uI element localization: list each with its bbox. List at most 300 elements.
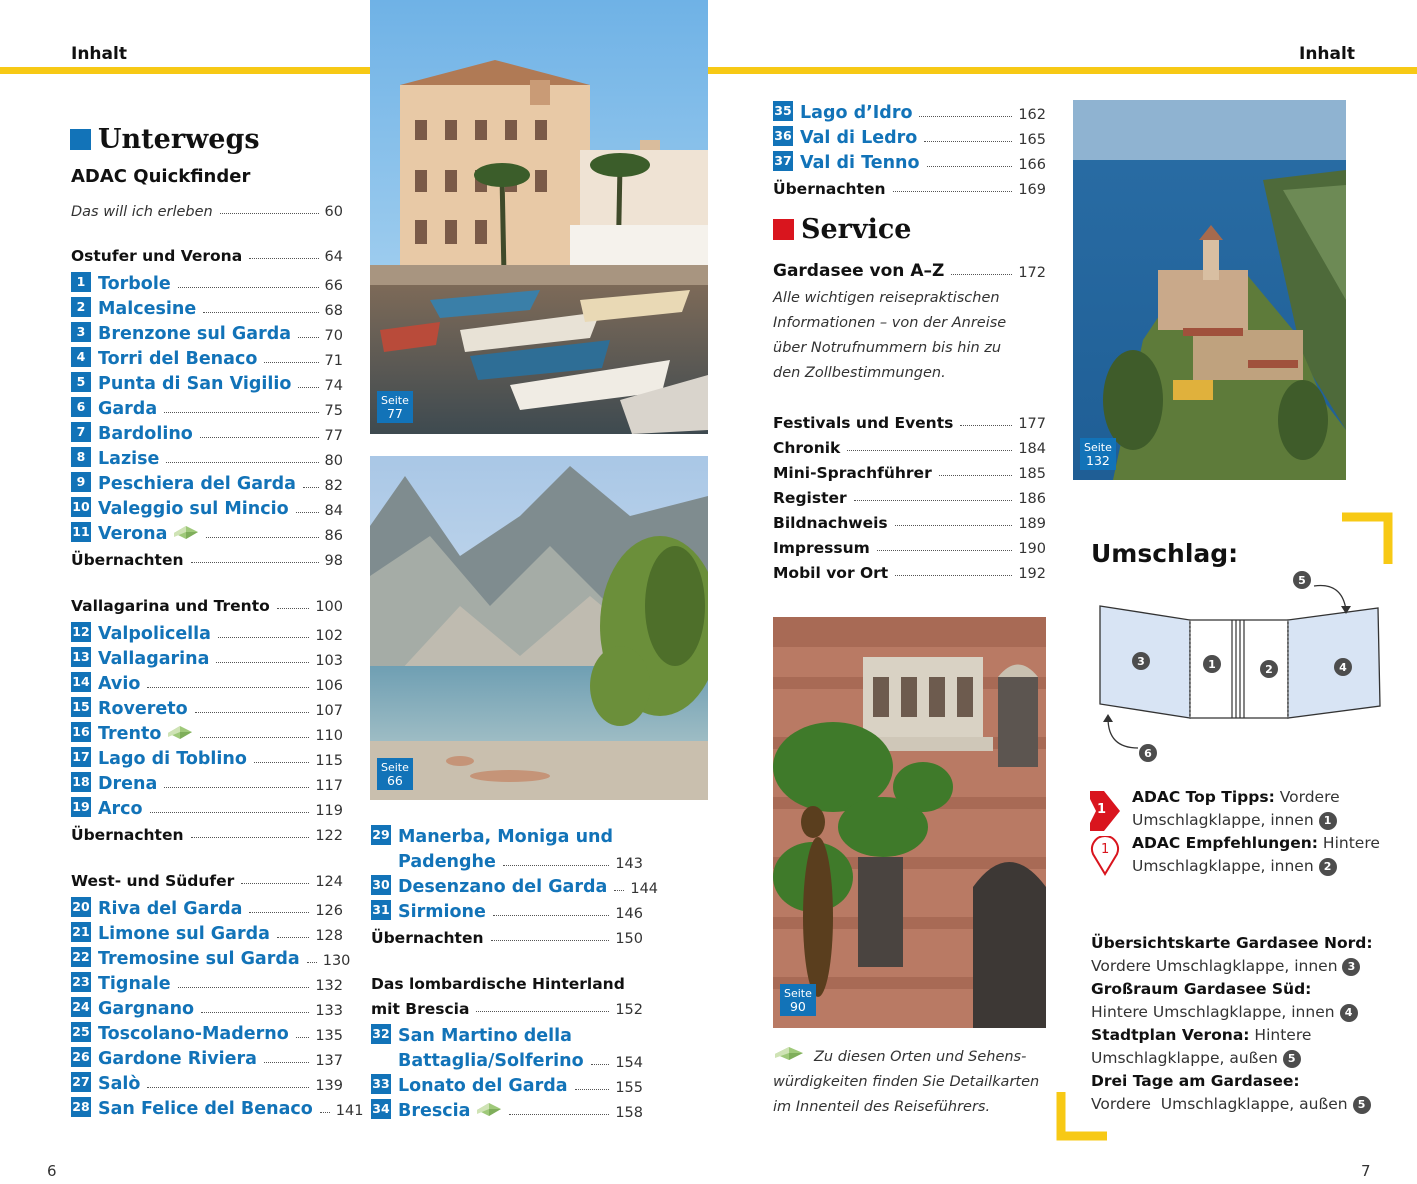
toc-entry-18[interactable]: [71, 769, 343, 794]
toc-number: 17: [71, 747, 91, 767]
toc-entry-1[interactable]: [71, 269, 343, 294]
toc-label: Lago d’Idro: [800, 103, 913, 123]
leader-dots: [147, 1087, 309, 1088]
toc-entry-29[interactable]: [371, 822, 643, 847]
toc-page: 86: [324, 528, 343, 544]
toc-label: Impressum: [773, 539, 870, 557]
toc-number: 15: [71, 697, 91, 717]
toc-page: 166: [1018, 157, 1046, 173]
toc-label: San Felice del Benaco: [98, 1099, 313, 1119]
map-note-line: Zu diesen Orten und Sehens-: [814, 1049, 1027, 1065]
map-legend-line2: Vordere Umschlagklappe, innen: [1091, 957, 1338, 975]
service-square-icon: [773, 219, 794, 240]
leader-dots: [200, 737, 309, 738]
leader-dots: [277, 608, 310, 609]
toc-page: 80: [324, 453, 343, 469]
toc-number: 14: [71, 672, 91, 692]
toc-label: Ostufer und Verona: [71, 247, 243, 265]
toc-label: mit Brescia: [371, 1000, 470, 1018]
toc-entry-32-line2[interactable]: [371, 1046, 643, 1071]
desc-line: Informationen – von der Anreise: [773, 315, 1007, 331]
toc-page: 126: [315, 903, 343, 919]
leader-dots: [195, 712, 310, 713]
leader-dots: [296, 1037, 310, 1038]
leader-dots: [178, 287, 319, 288]
leader-dots: [476, 1011, 609, 1012]
photo-verona-image: [773, 617, 1046, 1028]
legend-circle: 2: [1319, 858, 1337, 876]
map-legend-circle: 5: [1353, 1096, 1371, 1114]
map-legend-bold: Übersichtskarte Gardasee Nord:: [1091, 934, 1373, 952]
toc-label: Desenzano del Garda: [398, 877, 608, 897]
toc-entry-22[interactable]: [71, 944, 351, 969]
leader-dots: [307, 962, 317, 963]
photo-tignale-image: [1073, 100, 1346, 480]
toc-page: 190: [1018, 541, 1046, 557]
toc-number: 21: [71, 922, 91, 942]
toc-uebernachten[interactable]: [71, 544, 343, 569]
leader-dots: [200, 437, 319, 438]
toc-entry-27[interactable]: [71, 1069, 343, 1094]
leader-dots: [241, 883, 309, 884]
toc-label: Drena: [98, 774, 158, 794]
seite-word: Seite: [1084, 441, 1112, 454]
diagram-num-1: 1: [1203, 655, 1221, 673]
toc-entry-9[interactable]: [71, 469, 343, 494]
toc-group-ostufer[interactable]: [71, 240, 343, 265]
leader-dots: [298, 387, 318, 388]
toc-page: 100: [315, 599, 343, 615]
toc-entry-21[interactable]: [71, 919, 343, 944]
toc-entry-14[interactable]: [71, 669, 343, 694]
diagram-num-3: 3: [1132, 652, 1150, 670]
toc-label: Valeggio sul Mincio: [98, 499, 289, 519]
leader-dots: [854, 500, 1013, 501]
toc-page: 137: [315, 1053, 343, 1069]
leader-dots: [503, 865, 609, 866]
leader-dots: [491, 940, 610, 941]
legend-rest: Hintere: [1322, 834, 1380, 852]
leader-dots: [320, 1112, 330, 1113]
toc-number: 7: [71, 422, 91, 442]
leader-dots: [951, 274, 1012, 275]
toc-uebernachten[interactable]: [773, 173, 1046, 198]
legend-empfehlungen: [1132, 832, 1380, 878]
toc-number: 18: [71, 772, 91, 792]
toc-page: 141: [335, 1103, 364, 1119]
toc-page: 165: [1018, 132, 1046, 148]
corner-bracket-top-icon: [1340, 512, 1396, 566]
map-legend-line2: Hintere Umschlagklappe, innen: [1091, 1003, 1335, 1021]
toc-number: 4: [71, 347, 91, 367]
toc-page: 128: [315, 928, 343, 944]
toc-group-vallagarina[interactable]: [71, 590, 343, 615]
toc-entry-5[interactable]: [71, 369, 343, 394]
leader-dots: [298, 337, 319, 338]
leader-dots: [591, 1064, 610, 1065]
toc-page: 146: [615, 906, 643, 922]
leader-dots: [847, 450, 1012, 451]
umschlag-diagram: [1092, 570, 1392, 770]
desc-line: den Zollbestimmungen.: [773, 365, 946, 381]
toc-group-westufer[interactable]: [71, 865, 343, 890]
photo-bardolino: [370, 0, 708, 434]
leader-dots: [277, 937, 309, 938]
empfehlung-marker-icon: [1090, 836, 1120, 876]
toc-number: 26: [71, 1047, 91, 1067]
toc-label: Brescia: [398, 1101, 471, 1121]
toc-label: Malcesine: [98, 299, 197, 319]
toc-entry-8[interactable]: [71, 444, 343, 469]
seite-word: Seite: [381, 761, 409, 774]
toc-page: 106: [315, 678, 343, 694]
toc-entry-12[interactable]: [71, 619, 343, 644]
toc-uebernachten[interactable]: [371, 922, 643, 947]
toc-entry-16[interactable]: [71, 719, 343, 744]
seite-num: 132: [1086, 453, 1110, 468]
diagram-num-5: 5: [1293, 571, 1311, 589]
map-legend-bold: Großraum Gardasee Süd:: [1091, 980, 1312, 998]
toc-page: 103: [315, 653, 343, 669]
map-legend-rest: Hintere: [1254, 1026, 1312, 1044]
toc-uebernachten[interactable]: [71, 819, 343, 844]
page-number-left: 6: [47, 1162, 57, 1180]
map-legend-bold: Drei Tage am Gardasee:: [1091, 1072, 1300, 1090]
toc-label: Peschiera del Garda: [98, 474, 296, 494]
toc-label: Mobil vor Ort: [773, 564, 889, 582]
toc-page: 68: [324, 303, 343, 319]
service-description: [773, 286, 1006, 386]
toc-label: San Martino della: [398, 1026, 572, 1046]
toc-service-register[interactable]: [773, 482, 1046, 507]
toc-page: 139: [315, 1078, 343, 1094]
toc-number: 3: [71, 322, 91, 342]
photo-verona: [773, 617, 1046, 1028]
toc-entry-24[interactable]: [71, 994, 343, 1019]
toc-number: 12: [71, 622, 91, 642]
toc-page: 189: [1018, 516, 1046, 532]
toc-group-hinterland-line2[interactable]: [371, 993, 643, 1018]
leader-dots: [150, 812, 310, 813]
leader-dots: [939, 475, 1013, 476]
header-right: Inhalt: [1299, 44, 1355, 64]
legend-line2: Umschlagklappe, innen: [1132, 811, 1314, 829]
toc-page: 98: [324, 553, 343, 569]
service-title-text: Service: [801, 214, 912, 245]
toc-entry-7[interactable]: [71, 419, 343, 444]
desc-line: Alle wichtigen reisepraktischen: [773, 290, 1000, 306]
toc-entry-11[interactable]: [71, 519, 343, 544]
toc-service-chronik[interactable]: [773, 432, 1046, 457]
legend-bold: ADAC Empfehlungen:: [1132, 834, 1318, 852]
toc-label: Gardone Riviera: [98, 1049, 257, 1069]
toc-number: 34: [371, 1099, 391, 1119]
toc-label: Rovereto: [98, 699, 188, 719]
leader-dots: [164, 787, 309, 788]
toc-number: 36: [773, 126, 793, 146]
unterwegs-square-icon: [70, 129, 91, 150]
toc-number: 25: [71, 1022, 91, 1042]
seite-badge-90[interactable]: [780, 984, 816, 1016]
toc-label: Lazise: [98, 449, 160, 469]
toc-label: Val di Tenno: [800, 153, 920, 173]
toc-page: 154: [615, 1055, 643, 1071]
section-title-service: [773, 214, 911, 245]
leader-dots: [296, 512, 319, 513]
toc-page: 135: [315, 1028, 343, 1044]
legend-bold: ADAC Top Tipps:: [1132, 788, 1275, 806]
seite-num: 90: [789, 999, 806, 1014]
toc-entry-28[interactable]: [71, 1094, 364, 1119]
toc-label: Torri del Benaco: [98, 349, 258, 369]
toc-label: West- und Südufer: [71, 872, 235, 890]
toc-label: Sirmione: [398, 902, 486, 922]
toc-number: 32: [371, 1024, 391, 1044]
toc-page: 186: [1018, 491, 1046, 507]
toc-group-hinterland: [371, 968, 625, 993]
header-rule-right: [708, 67, 1417, 74]
toc-page: 143: [615, 856, 643, 872]
toc-number: 6: [71, 397, 91, 417]
toc-label: Punta di San Vigilio: [98, 374, 292, 394]
toc-number: 1: [71, 272, 91, 292]
map-detail-icon: [476, 1101, 502, 1117]
toc-entry-19[interactable]: [71, 794, 343, 819]
toc-service-mini-sprachf-hrer[interactable]: [773, 457, 1046, 482]
toc-label: Das will ich erleben: [71, 204, 213, 220]
toc-number: 19: [71, 797, 91, 817]
toc-entry-quickfinder[interactable]: [71, 195, 343, 220]
toc-label: Übernachten: [71, 826, 184, 844]
leader-dots: [218, 637, 309, 638]
toc-page: 110: [315, 728, 343, 744]
toc-label: Lago di Toblino: [98, 749, 247, 769]
toc-entry-33[interactable]: [371, 1071, 643, 1096]
toc-number: 11: [71, 522, 91, 542]
map-note-line: würdigkeiten finden Sie Detailkarten: [773, 1074, 1040, 1090]
toc-number: 23: [71, 972, 91, 992]
toc-entry-37[interactable]: [773, 148, 1046, 173]
seite-num: 66: [386, 773, 403, 788]
toc-page: 185: [1018, 466, 1046, 482]
toc-entry-gardasee-a-z[interactable]: [773, 256, 1046, 281]
toc-page: 158: [615, 1105, 643, 1121]
toc-number: 31: [371, 900, 391, 920]
toc-page: 133: [315, 1003, 343, 1019]
toc-entry-29-line2[interactable]: [371, 847, 643, 872]
leader-dots: [203, 312, 318, 313]
toc-label: Salò: [98, 1074, 141, 1094]
leader-dots: [249, 912, 309, 913]
photo-bardolino-image: [370, 0, 708, 434]
toc-label: Bardolino: [98, 424, 193, 444]
toc-page: 77: [324, 428, 343, 444]
toc-page: 64: [324, 249, 343, 265]
seite-badge-66[interactable]: [377, 758, 413, 790]
leader-dots: [493, 915, 609, 916]
leader-dots: [164, 412, 318, 413]
toc-service-bildnachweis[interactable]: [773, 507, 1046, 532]
toc-label: Torbole: [98, 274, 171, 294]
toc-page: 122: [315, 828, 343, 844]
map-legend-line2: Umschlagklappe, außen: [1091, 1049, 1278, 1067]
photo-torbole: [370, 456, 708, 800]
toc-service-impressum[interactable]: [773, 532, 1046, 557]
toc-number: 10: [71, 497, 91, 517]
leader-dots: [216, 662, 309, 663]
toc-entry-17[interactable]: [71, 744, 343, 769]
toc-number: 2: [71, 297, 91, 317]
photo-torbole-image: [370, 456, 708, 800]
toc-entry-13[interactable]: [71, 644, 343, 669]
toc-page: 82: [324, 478, 343, 494]
diagram-num-2: 2: [1260, 660, 1278, 678]
leader-dots: [614, 890, 624, 891]
toc-label: Lonato del Garda: [398, 1076, 568, 1096]
leader-dots: [191, 837, 310, 838]
toc-label: Chronik: [773, 439, 841, 457]
legend-circle: 1: [1319, 812, 1337, 830]
toc-page: 144: [630, 881, 659, 897]
leader-dots: [919, 116, 1012, 117]
toc-label: Verona: [98, 524, 168, 544]
toc-label: Übernachten: [773, 180, 886, 198]
toc-label: Das lombardische Hinterland: [371, 975, 625, 993]
leader-dots: [191, 562, 319, 563]
leader-dots: [877, 550, 1013, 551]
legend-maps: [1091, 932, 1373, 1116]
toc-entry-23[interactable]: [71, 969, 343, 994]
seite-badge-132[interactable]: [1080, 438, 1116, 470]
photo-tignale: [1073, 100, 1346, 480]
leader-dots: [206, 537, 318, 538]
leader-dots: [249, 258, 318, 259]
toc-label: Tignale: [98, 974, 171, 994]
top-tipp-marker-icon: [1090, 791, 1120, 831]
toc-entry-15[interactable]: [71, 694, 343, 719]
toc-label: Tremosine sul Garda: [98, 949, 300, 969]
toc-page: 107: [315, 703, 343, 719]
toc-label: Festivals und Events: [773, 414, 954, 432]
toc-entry-4[interactable]: [71, 344, 343, 369]
toc-service-mobil-vor-ort[interactable]: [773, 557, 1046, 582]
toc-page: 132: [315, 978, 343, 994]
header-left: Inhalt: [71, 44, 127, 64]
toc-label: Toscolano-Maderno: [98, 1024, 289, 1044]
toc-page: 84: [324, 503, 343, 519]
leader-dots: [303, 487, 319, 488]
toc-number: 35: [773, 101, 793, 121]
toc-entry-26[interactable]: [71, 1044, 343, 1069]
toc-number: 8: [71, 447, 91, 467]
legend-line2: Umschlagklappe, innen: [1132, 857, 1314, 875]
toc-page: 169: [1018, 182, 1046, 198]
toc-entry-20[interactable]: [71, 894, 343, 919]
toc-service-festivals-und-events[interactable]: [773, 407, 1046, 432]
toc-entry-6[interactable]: [71, 394, 343, 419]
toc-page: 71: [324, 353, 343, 369]
leader-dots: [575, 1089, 610, 1090]
desc-line: über Notrufnummern bis hin zu: [773, 340, 1002, 356]
top-tipp-marker-num: 1: [1097, 802, 1107, 817]
toc-entry-3[interactable]: [71, 319, 343, 344]
toc-page: 70: [324, 328, 343, 344]
toc-page: 102: [315, 628, 343, 644]
leader-dots: [893, 191, 1013, 192]
map-legend-bold: Stadtplan Verona:: [1091, 1026, 1250, 1044]
header-rule-left: [0, 67, 372, 74]
toc-number: 16: [71, 722, 91, 742]
toc-label: Übernachten: [71, 551, 184, 569]
diagram-num-4: 4: [1334, 658, 1352, 676]
diagram-num-6: 6: [1139, 744, 1157, 762]
umschlag-title: Umschlag:: [1091, 539, 1239, 568]
leader-dots: [264, 362, 318, 363]
seite-badge-77[interactable]: [377, 391, 413, 423]
toc-page: 150: [615, 931, 643, 947]
toc-label: Garda: [98, 399, 158, 419]
toc-page: 152: [615, 1002, 643, 1018]
toc-number: 33: [371, 1074, 391, 1094]
toc-entry-2[interactable]: [71, 294, 343, 319]
toc-label: Riva del Garda: [98, 899, 243, 919]
leader-dots: [264, 1062, 309, 1063]
empfehlung-marker-num: 1: [1101, 842, 1110, 857]
toc-label: Brenzone sul Garda: [98, 324, 292, 344]
toc-entry-35[interactable]: [773, 98, 1046, 123]
toc-page: 172: [1018, 265, 1046, 281]
toc-number: 37: [773, 151, 793, 171]
toc-number: 13: [71, 647, 91, 667]
toc-entry-36[interactable]: [773, 123, 1046, 148]
toc-entry-31[interactable]: [371, 897, 643, 922]
toc-page: 75: [324, 403, 343, 419]
toc-label: Manerba, Moniga und: [398, 827, 614, 847]
toc-label: Gargnano: [98, 999, 195, 1019]
toc-page: 117: [315, 778, 343, 794]
quickfinder-heading: ADAC Quickfinder: [71, 166, 251, 187]
toc-entry-10[interactable]: [71, 494, 343, 519]
toc-number: 24: [71, 997, 91, 1017]
toc-page: 124: [315, 874, 343, 890]
toc-label: Limone sul Garda: [98, 924, 270, 944]
toc-entry-25[interactable]: [71, 1019, 343, 1044]
toc-page: 155: [615, 1080, 643, 1096]
toc-label: Valpolicella: [98, 624, 211, 644]
toc-entry-32[interactable]: [371, 1021, 643, 1046]
seite-word: Seite: [784, 987, 812, 1000]
toc-label: Battaglia/Solferino: [398, 1051, 584, 1071]
leader-dots: [895, 525, 1013, 526]
toc-label: Mini-Sprachführer: [773, 464, 932, 482]
toc-entry-30[interactable]: [371, 872, 659, 897]
seite-num: 77: [386, 406, 403, 421]
leader-dots: [220, 213, 319, 214]
toc-entry-34[interactable]: [371, 1096, 643, 1121]
leader-dots: [166, 462, 318, 463]
map-note-line: im Innenteil des Reiseführers.: [773, 1099, 991, 1115]
toc-label: Val di Ledro: [800, 128, 918, 148]
legend-rest: Vordere: [1279, 788, 1340, 806]
map-legend-circle: 3: [1342, 958, 1360, 976]
toc-page: 74: [324, 378, 343, 394]
toc-page: 115: [315, 753, 343, 769]
toc-label: Bildnachweis: [773, 514, 888, 532]
toc-label: Arco: [98, 799, 143, 819]
toc-label: Avio: [98, 674, 141, 694]
toc-number: 22: [71, 947, 91, 967]
toc-label: Vallagarina: [98, 649, 210, 669]
